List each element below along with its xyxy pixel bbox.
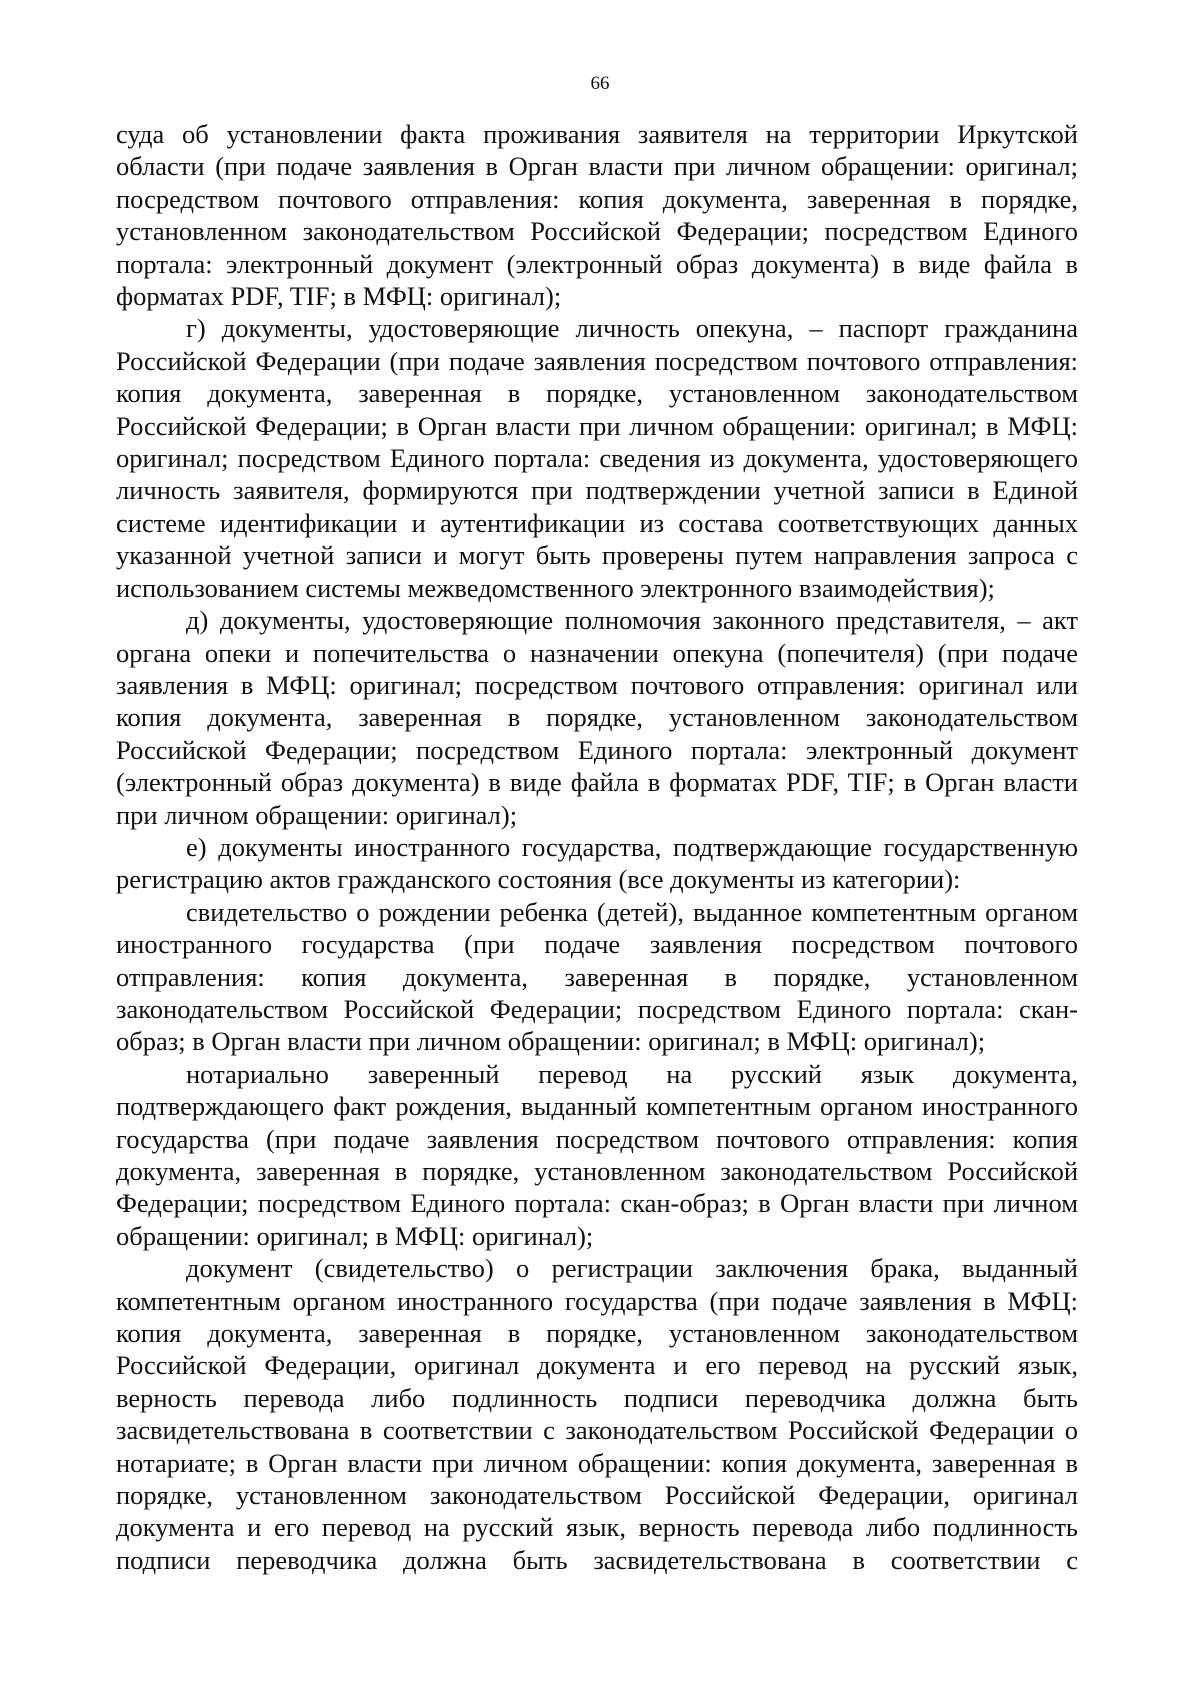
document-body: [116, 118, 1078, 1576]
paragraph-item-d: д) документы, удостоверяющие полномочия законного представителя, – акт органа опеки и попечительства о назначении опекуна (попечителя) (при подаче заявления в МФЦ: оригинал; посредством почтового отправления: оригинал или копия документа, заверенная в порядке, установленном законодательством Российской Федерации; посредством Единого портала: электронный документ (электронный образ документа) в виде файла в форматах PDF, TIF; в Орган власти при личном обращении: оригинал);: [116, 605, 1078, 830]
paragraph-item-g: г) документы, удостоверяющие личность опекуна, – паспорт гражданина Российской Федерации (при подаче заявления посредством почтового отправления: копия документа, заверенная в порядке, установленном законодательством Российской Федерации; в Орган власти при личном обращении: оригинал; в МФЦ: оригинал; посредством Единого портала: сведения из документа, удостоверяющего личность заявителя, формируются при подтверждении учетной записи в Единой системе идентификации и аутентификации из состава соответствующих данных указанной учетной записи и могут быть проверены путем направления запроса с использованием системы межведомственного электронного взаимодействия);: [116, 313, 1078, 603]
paragraph-continuation: суда об установлении факта проживания заявителя на территории Иркутской области (при подаче заявления в Орган власти при личном обращении: оригинал; посредством почтового отправления: копия документа, заверенная в порядке, установленном законодательством Российской Федерации; посредством Единого портала: электронный документ (электронный образ документа) в виде файла в форматах PDF, TIF; в МФЦ: оригинал);: [116, 119, 1078, 312]
paragraph-marriage-certificate: документ (свидетельство) о регистрации заключения брака, выданный компетентным органом иностранного государства (при подаче заявления в МФЦ: копия документа, заверенная в порядке, установленном законодательством Российской Федерации, оригинал документа и его перевод на русский язык, верность перевода либо подлинность подписи переводчика должна быть засвидетельствована в соответствии с законодательством Российской Федерации о нотариате; в Орган власти при личном обращении: копия документа, заверенная в порядке, установленном законодательством Российской Федерации, оригинал документа и его перевод на русский язык, верность перевода либо подлинность подписи переводчика должна быть засвидетельствована в соответствии с: [116, 1253, 1078, 1575]
paragraph-item-e: е) документы иностранного государства, подтверждающие государственную регистрацию актов гражданского состояния (все документы из категории):: [116, 831, 1078, 895]
page-number: 66: [590, 73, 610, 94]
paragraph-notarized-translation: нотариально заверенный перевод на русский язык документа, подтверждающего факт рождения, выданный компетентным органом иностранного государства (при подаче заявления посредством почтового отправления: копия документа, заверенная в порядке, установленном законодательством Российской Федерации; посредством Единого портала: скан-образ; в Орган власти при личном обращении: оригинал; в МФЦ: оригинал);: [116, 1058, 1078, 1251]
paragraph-birth-certificate: свидетельство о рождении ребенка (детей), выданное компетентным органом иностранного государства (при подаче заявления посредством почтового отправления: копия документа, заверенная в порядке, установленном законодательством Российской Федерации; посредством Единого портала: скан-образ; в Орган власти при личном обращении: оригинал; в МФЦ: оригинал);: [116, 896, 1078, 1057]
